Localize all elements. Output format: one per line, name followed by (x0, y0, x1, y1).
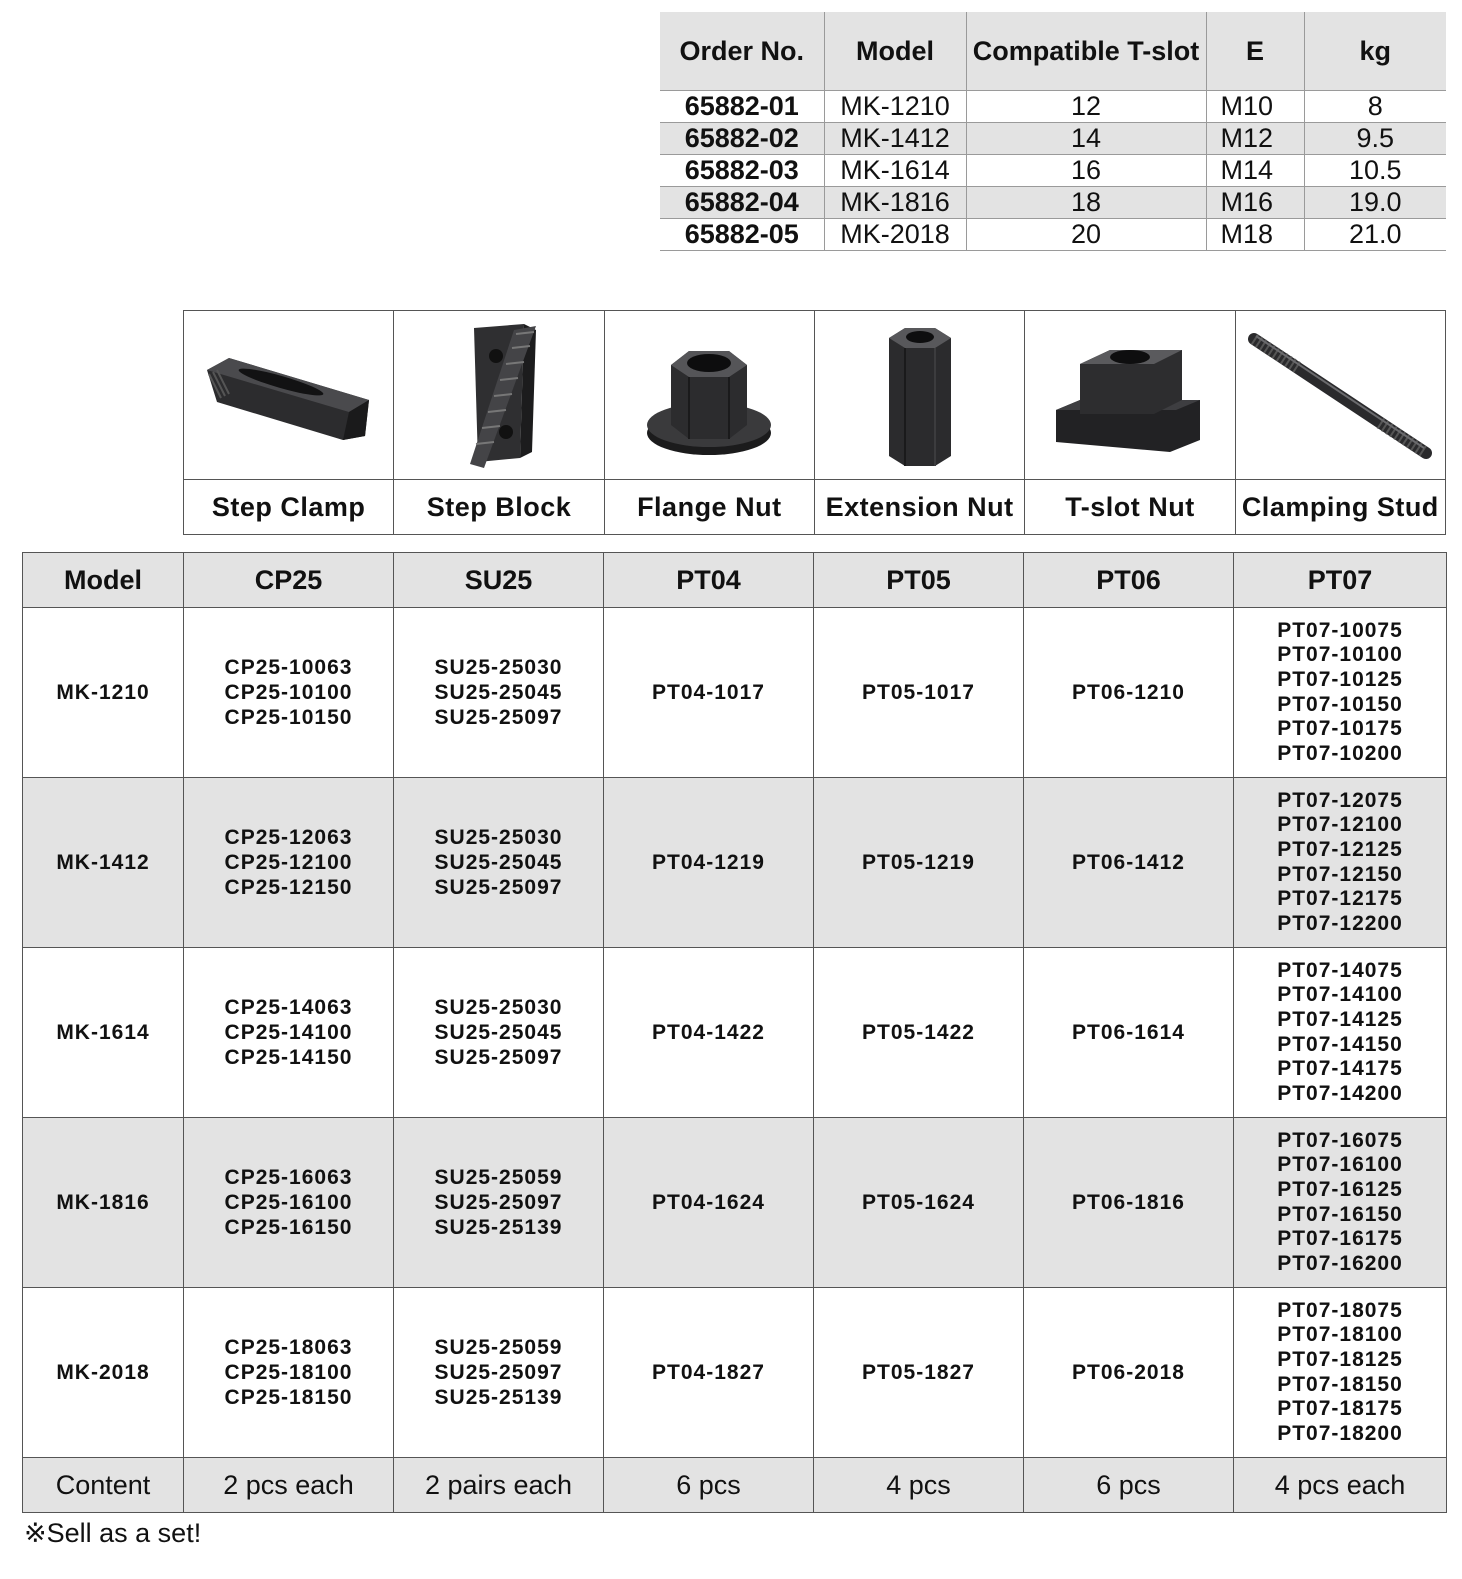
order-header-cell: E (1206, 12, 1304, 91)
cp25-cell-item: CP25-12063 (224, 826, 353, 849)
pt07-cell-item: PT07-16100 (1277, 1153, 1403, 1177)
model-header-cell: PT05 (814, 553, 1024, 608)
su25-cell-item: SU25-25045 (434, 681, 563, 704)
pt07-cell-item: PT07-10125 (1277, 667, 1403, 691)
cp25-cell-item: CP25-16063 (224, 1166, 353, 1189)
content-cell: 2 pcs each (184, 1458, 394, 1513)
cp25-cell-item: CP25-18063 (224, 1336, 353, 1359)
su25-cell (394, 778, 604, 948)
cp25-cell-item: CP25-18150 (224, 1386, 353, 1409)
order-row (660, 219, 1446, 251)
pt07-cell-item: PT07-12075 (1277, 788, 1403, 812)
product-image-cell (814, 311, 1024, 480)
order-model: MK-1412 (824, 123, 966, 155)
step-block-icon (444, 320, 554, 470)
pt06-cell: PT06-1210 (1024, 608, 1234, 778)
su25-cell-item: SU25-25045 (434, 1021, 563, 1044)
content-cell: 4 pcs (814, 1458, 1024, 1513)
model-row (23, 1288, 1447, 1458)
pt04-cell: PT04-1422 (604, 948, 814, 1118)
pt04-cell: PT04-1827 (604, 1288, 814, 1458)
product-label: Extension Nut (814, 480, 1024, 535)
cp25-cell-item: CP25-16100 (224, 1191, 353, 1214)
order-model: MK-2018 (824, 219, 966, 251)
su25-cell-item: SU25-25097 (434, 706, 563, 729)
cp25-cell-item: CP25-14100 (224, 1021, 353, 1044)
model-header-cell: PT06 (1024, 553, 1234, 608)
pt07-cell-item: PT07-10150 (1277, 692, 1403, 716)
model-header-cell: Model (23, 553, 184, 608)
order-tslot: 18 (966, 187, 1206, 219)
extension-nut-icon (875, 320, 965, 470)
pt04-cell: PT04-1219 (604, 778, 814, 948)
pt07-cell-item: PT07-18075 (1277, 1298, 1403, 1322)
pt06-cell: PT06-2018 (1024, 1288, 1234, 1458)
order-kg: 8 (1304, 91, 1446, 123)
pt06-cell: PT06-1412 (1024, 778, 1234, 948)
flange-nut-icon (639, 325, 779, 465)
order-row (660, 91, 1446, 123)
content-cell: 6 pcs (604, 1458, 814, 1513)
su25-cell-item: SU25-25059 (434, 1336, 563, 1359)
model-row (23, 948, 1447, 1118)
product-label: Clamping Stud (1235, 480, 1445, 535)
pt07-cell-item: PT07-16075 (1277, 1128, 1403, 1152)
order-kg: 19.0 (1304, 187, 1446, 219)
pt07-cell-item: PT07-18100 (1277, 1323, 1403, 1347)
order-kg: 10.5 (1304, 155, 1446, 187)
product-image-cell (1235, 311, 1445, 480)
su25-cell-item: SU25-25139 (434, 1386, 563, 1409)
order-e: M14 (1206, 155, 1304, 187)
pt07-cell-item: PT07-18200 (1277, 1421, 1403, 1445)
order-row (660, 155, 1446, 187)
order-e: M18 (1206, 219, 1304, 251)
su25-cell (394, 608, 604, 778)
pt07-cell-item: PT07-14175 (1277, 1057, 1403, 1081)
product-strip (183, 310, 1446, 535)
su25-cell-item: SU25-25030 (434, 656, 563, 679)
product-label: Step Clamp (184, 480, 394, 535)
t-slot-nut-icon (1050, 330, 1210, 460)
model-header-cell: SU25 (394, 553, 604, 608)
order-header-cell: kg (1304, 12, 1446, 91)
pt07-cell-item: PT07-18125 (1277, 1347, 1403, 1371)
pt04-cell: PT04-1624 (604, 1118, 814, 1288)
pt07-cell (1234, 948, 1447, 1118)
pt07-cell-item: PT07-10075 (1277, 618, 1403, 642)
cp25-cell-item: CP25-14150 (224, 1046, 353, 1069)
model-header-cell: PT04 (604, 553, 814, 608)
model-cell: MK-1412 (23, 778, 184, 948)
product-label: Flange Nut (604, 480, 814, 535)
order-tslot: 20 (966, 219, 1206, 251)
content-row (23, 1458, 1447, 1513)
model-cell: MK-1210 (23, 608, 184, 778)
cp25-cell (184, 778, 394, 948)
order-header-cell: Order No. (660, 12, 824, 91)
pt07-cell-item: PT07-14100 (1277, 983, 1403, 1007)
product-image-cell (394, 311, 604, 480)
su25-cell (394, 1118, 604, 1288)
order-tslot: 14 (966, 123, 1206, 155)
model-header-cell: CP25 (184, 553, 394, 608)
pt07-cell-item: PT07-14200 (1277, 1081, 1403, 1105)
model-table-body (23, 608, 1447, 1458)
order-no: 65882-04 (660, 187, 824, 219)
content-cell: Content (23, 1458, 184, 1513)
pt05-cell: PT05-1827 (814, 1288, 1024, 1458)
su25-cell-item: SU25-25139 (434, 1216, 563, 1239)
step-clamp-icon (199, 340, 379, 450)
pt05-cell: PT05-1624 (814, 1118, 1024, 1288)
pt06-cell: PT06-1816 (1024, 1118, 1234, 1288)
product-image-row (184, 311, 1446, 480)
order-kg: 9.5 (1304, 123, 1446, 155)
pt07-cell-item: PT07-12125 (1277, 837, 1403, 861)
product-label-row (184, 480, 1446, 535)
order-no: 65882-01 (660, 91, 824, 123)
pt07-cell-item: PT07-18150 (1277, 1372, 1403, 1396)
pt07-cell (1234, 1288, 1447, 1458)
pt07-cell-item: PT07-12175 (1277, 887, 1403, 911)
su25-cell (394, 1288, 604, 1458)
pt07-cell-item: PT07-16200 (1277, 1251, 1403, 1275)
su25-cell-item: SU25-25097 (434, 876, 563, 899)
product-image-cell (604, 311, 814, 480)
cp25-cell (184, 948, 394, 1118)
order-row (660, 123, 1446, 155)
pt07-cell-item: PT07-16125 (1277, 1177, 1403, 1201)
pt07-cell-item: PT07-12200 (1277, 911, 1403, 935)
pt07-cell-item: PT07-10100 (1277, 643, 1403, 667)
order-model: MK-1614 (824, 155, 966, 187)
order-tslot: 16 (966, 155, 1206, 187)
pt07-cell (1234, 778, 1447, 948)
clamping-stud-icon (1240, 325, 1440, 465)
pt07-cell-item: PT07-14150 (1277, 1032, 1403, 1056)
product-label: Step Block (394, 480, 604, 535)
cp25-cell (184, 1288, 394, 1458)
pt07-cell-item: PT07-14125 (1277, 1007, 1403, 1031)
order-e: M12 (1206, 123, 1304, 155)
order-header-cell: Compatible T-slot (966, 12, 1206, 91)
model-row (23, 1118, 1447, 1288)
model-row (23, 778, 1447, 948)
pt07-cell-item: PT07-16150 (1277, 1202, 1403, 1226)
order-row (660, 187, 1446, 219)
pt05-cell: PT05-1219 (814, 778, 1024, 948)
order-header-cell: Model (824, 12, 966, 91)
order-table-header (660, 12, 1446, 91)
su25-cell-item: SU25-25030 (434, 996, 563, 1019)
cp25-cell-item: CP25-10063 (224, 656, 353, 679)
order-model: MK-1816 (824, 187, 966, 219)
pt07-cell (1234, 608, 1447, 778)
su25-cell (394, 948, 604, 1118)
su25-cell-item: SU25-25097 (434, 1361, 563, 1384)
pt06-cell: PT06-1614 (1024, 948, 1234, 1118)
pt04-cell: PT04-1017 (604, 608, 814, 778)
order-model: MK-1210 (824, 91, 966, 123)
model-cell: MK-1614 (23, 948, 184, 1118)
pt05-cell: PT05-1422 (814, 948, 1024, 1118)
cp25-cell (184, 1118, 394, 1288)
product-label: T-slot Nut (1025, 480, 1235, 535)
pt07-cell-item: PT07-10175 (1277, 717, 1403, 741)
pt07-cell-item: PT07-16175 (1277, 1227, 1403, 1251)
model-header-cell: PT07 (1234, 553, 1447, 608)
cp25-cell-item: CP25-10150 (224, 706, 353, 729)
su25-cell-item: SU25-25045 (434, 851, 563, 874)
model-cell: MK-1816 (23, 1118, 184, 1288)
su25-cell-item: SU25-25059 (434, 1166, 563, 1189)
su25-cell-item: SU25-25097 (434, 1191, 563, 1214)
cp25-cell-item: CP25-12100 (224, 851, 353, 874)
content-cell: 6 pcs (1024, 1458, 1234, 1513)
order-no: 65882-05 (660, 219, 824, 251)
content-cell: 2 pairs each (394, 1458, 604, 1513)
content-cell: 4 pcs each (1234, 1458, 1447, 1513)
cp25-cell-item: CP25-16150 (224, 1216, 353, 1239)
order-no: 65882-03 (660, 155, 824, 187)
model-table-header (23, 553, 1447, 608)
product-image-cell (184, 311, 394, 480)
order-e: M16 (1206, 187, 1304, 219)
pt07-cell (1234, 1118, 1447, 1288)
cp25-cell (184, 608, 394, 778)
su25-cell-item: SU25-25030 (434, 826, 563, 849)
pt07-cell-item: PT07-18175 (1277, 1397, 1403, 1421)
pt07-cell-item: PT07-10200 (1277, 741, 1403, 765)
pt07-cell-item: PT07-12100 (1277, 813, 1403, 837)
order-tslot: 12 (966, 91, 1206, 123)
cp25-cell-item: CP25-12150 (224, 876, 353, 899)
order-no: 65882-02 (660, 123, 824, 155)
pt07-cell-item: PT07-12150 (1277, 862, 1403, 886)
cp25-cell-item: CP25-10100 (224, 681, 353, 704)
cp25-cell-item: CP25-18100 (224, 1361, 353, 1384)
cp25-cell-item: CP25-14063 (224, 996, 353, 1019)
pt05-cell: PT05-1017 (814, 608, 1024, 778)
order-e: M10 (1206, 91, 1304, 123)
model-row (23, 608, 1447, 778)
su25-cell-item: SU25-25097 (434, 1046, 563, 1069)
model-cell: MK-2018 (23, 1288, 184, 1458)
order-kg: 21.0 (1304, 219, 1446, 251)
sell-as-set-note: ※Sell as a set! (24, 1518, 202, 1548)
pt07-cell-item: PT07-14075 (1277, 958, 1403, 982)
order-table (660, 12, 1446, 251)
model-table (22, 552, 1447, 1513)
product-image-cell (1025, 311, 1235, 480)
